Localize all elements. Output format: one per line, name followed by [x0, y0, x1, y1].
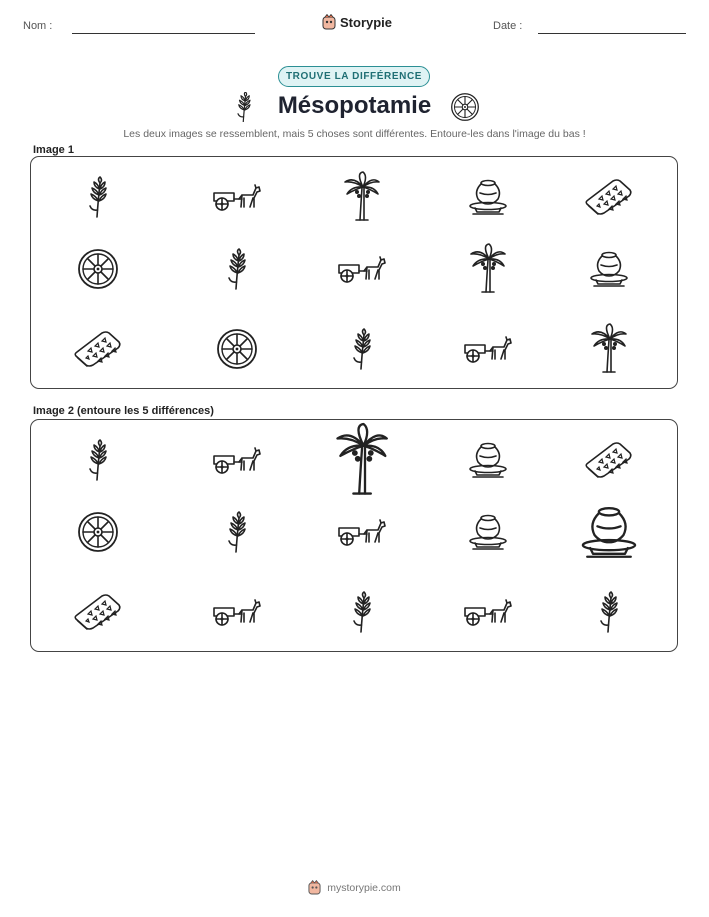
wheat-icon[interactable] [227, 512, 247, 552]
cart-icon [338, 255, 386, 283]
wheat-icon[interactable] [352, 592, 372, 632]
storypie-logo-icon [322, 14, 336, 30]
date-label: Date : [493, 20, 523, 32]
wheel-icon [451, 93, 479, 126]
pottery-wheel-icon[interactable] [580, 506, 638, 558]
storypie-logo-icon [308, 880, 321, 895]
pottery-wheel-icon [589, 251, 629, 287]
pottery-wheel-icon[interactable] [468, 514, 508, 550]
wheel-icon [78, 249, 118, 289]
image2-panel[interactable] [30, 419, 678, 652]
cart-icon[interactable] [464, 598, 512, 626]
pottery-wheel-icon [468, 179, 508, 215]
palm-icon[interactable] [336, 424, 388, 497]
image2-label: Image 2 (entoure les 5 différences) [33, 405, 214, 417]
wheat-icon [88, 177, 108, 217]
wheat-icon [227, 249, 247, 289]
footer [0, 880, 709, 895]
cart-icon [213, 183, 261, 211]
clay-tablet-icon[interactable] [585, 441, 633, 479]
image1-panel [30, 156, 678, 389]
palm-icon [344, 172, 380, 222]
brand-logo [322, 14, 392, 30]
cart-icon[interactable] [338, 518, 386, 546]
image1-label: Image 1 [33, 144, 74, 156]
wheat-icon [352, 329, 372, 369]
cart-icon [464, 335, 512, 363]
instructions: Les deux images se ressemblent, mais 5 choses sont différentes. Entoure-les dans l'image du bas ! [123, 128, 586, 140]
brand-name: Storypie [340, 14, 393, 30]
clay-tablet-icon [74, 330, 122, 368]
pottery-wheel-icon[interactable] [468, 442, 508, 478]
page-title: Mésopotamie [277, 92, 432, 119]
clay-tablet-icon[interactable] [74, 593, 122, 631]
palm-icon [591, 324, 627, 374]
palm-icon [470, 244, 506, 294]
clay-tablet-icon [585, 178, 633, 216]
wheel-icon [217, 329, 257, 369]
name-label: Nom : [23, 20, 53, 32]
cart-icon[interactable] [213, 598, 261, 626]
name-field[interactable] [72, 33, 255, 34]
footer-url: mystorypie.com [327, 881, 401, 894]
wheat-icon[interactable] [88, 440, 108, 480]
wheat-icon[interactable] [599, 592, 619, 632]
wheel-icon[interactable] [78, 512, 118, 552]
cart-icon[interactable] [213, 446, 261, 474]
activity-badge: TROUVE LA DIFFÉRENCE [278, 66, 430, 87]
date-field[interactable] [538, 33, 686, 34]
